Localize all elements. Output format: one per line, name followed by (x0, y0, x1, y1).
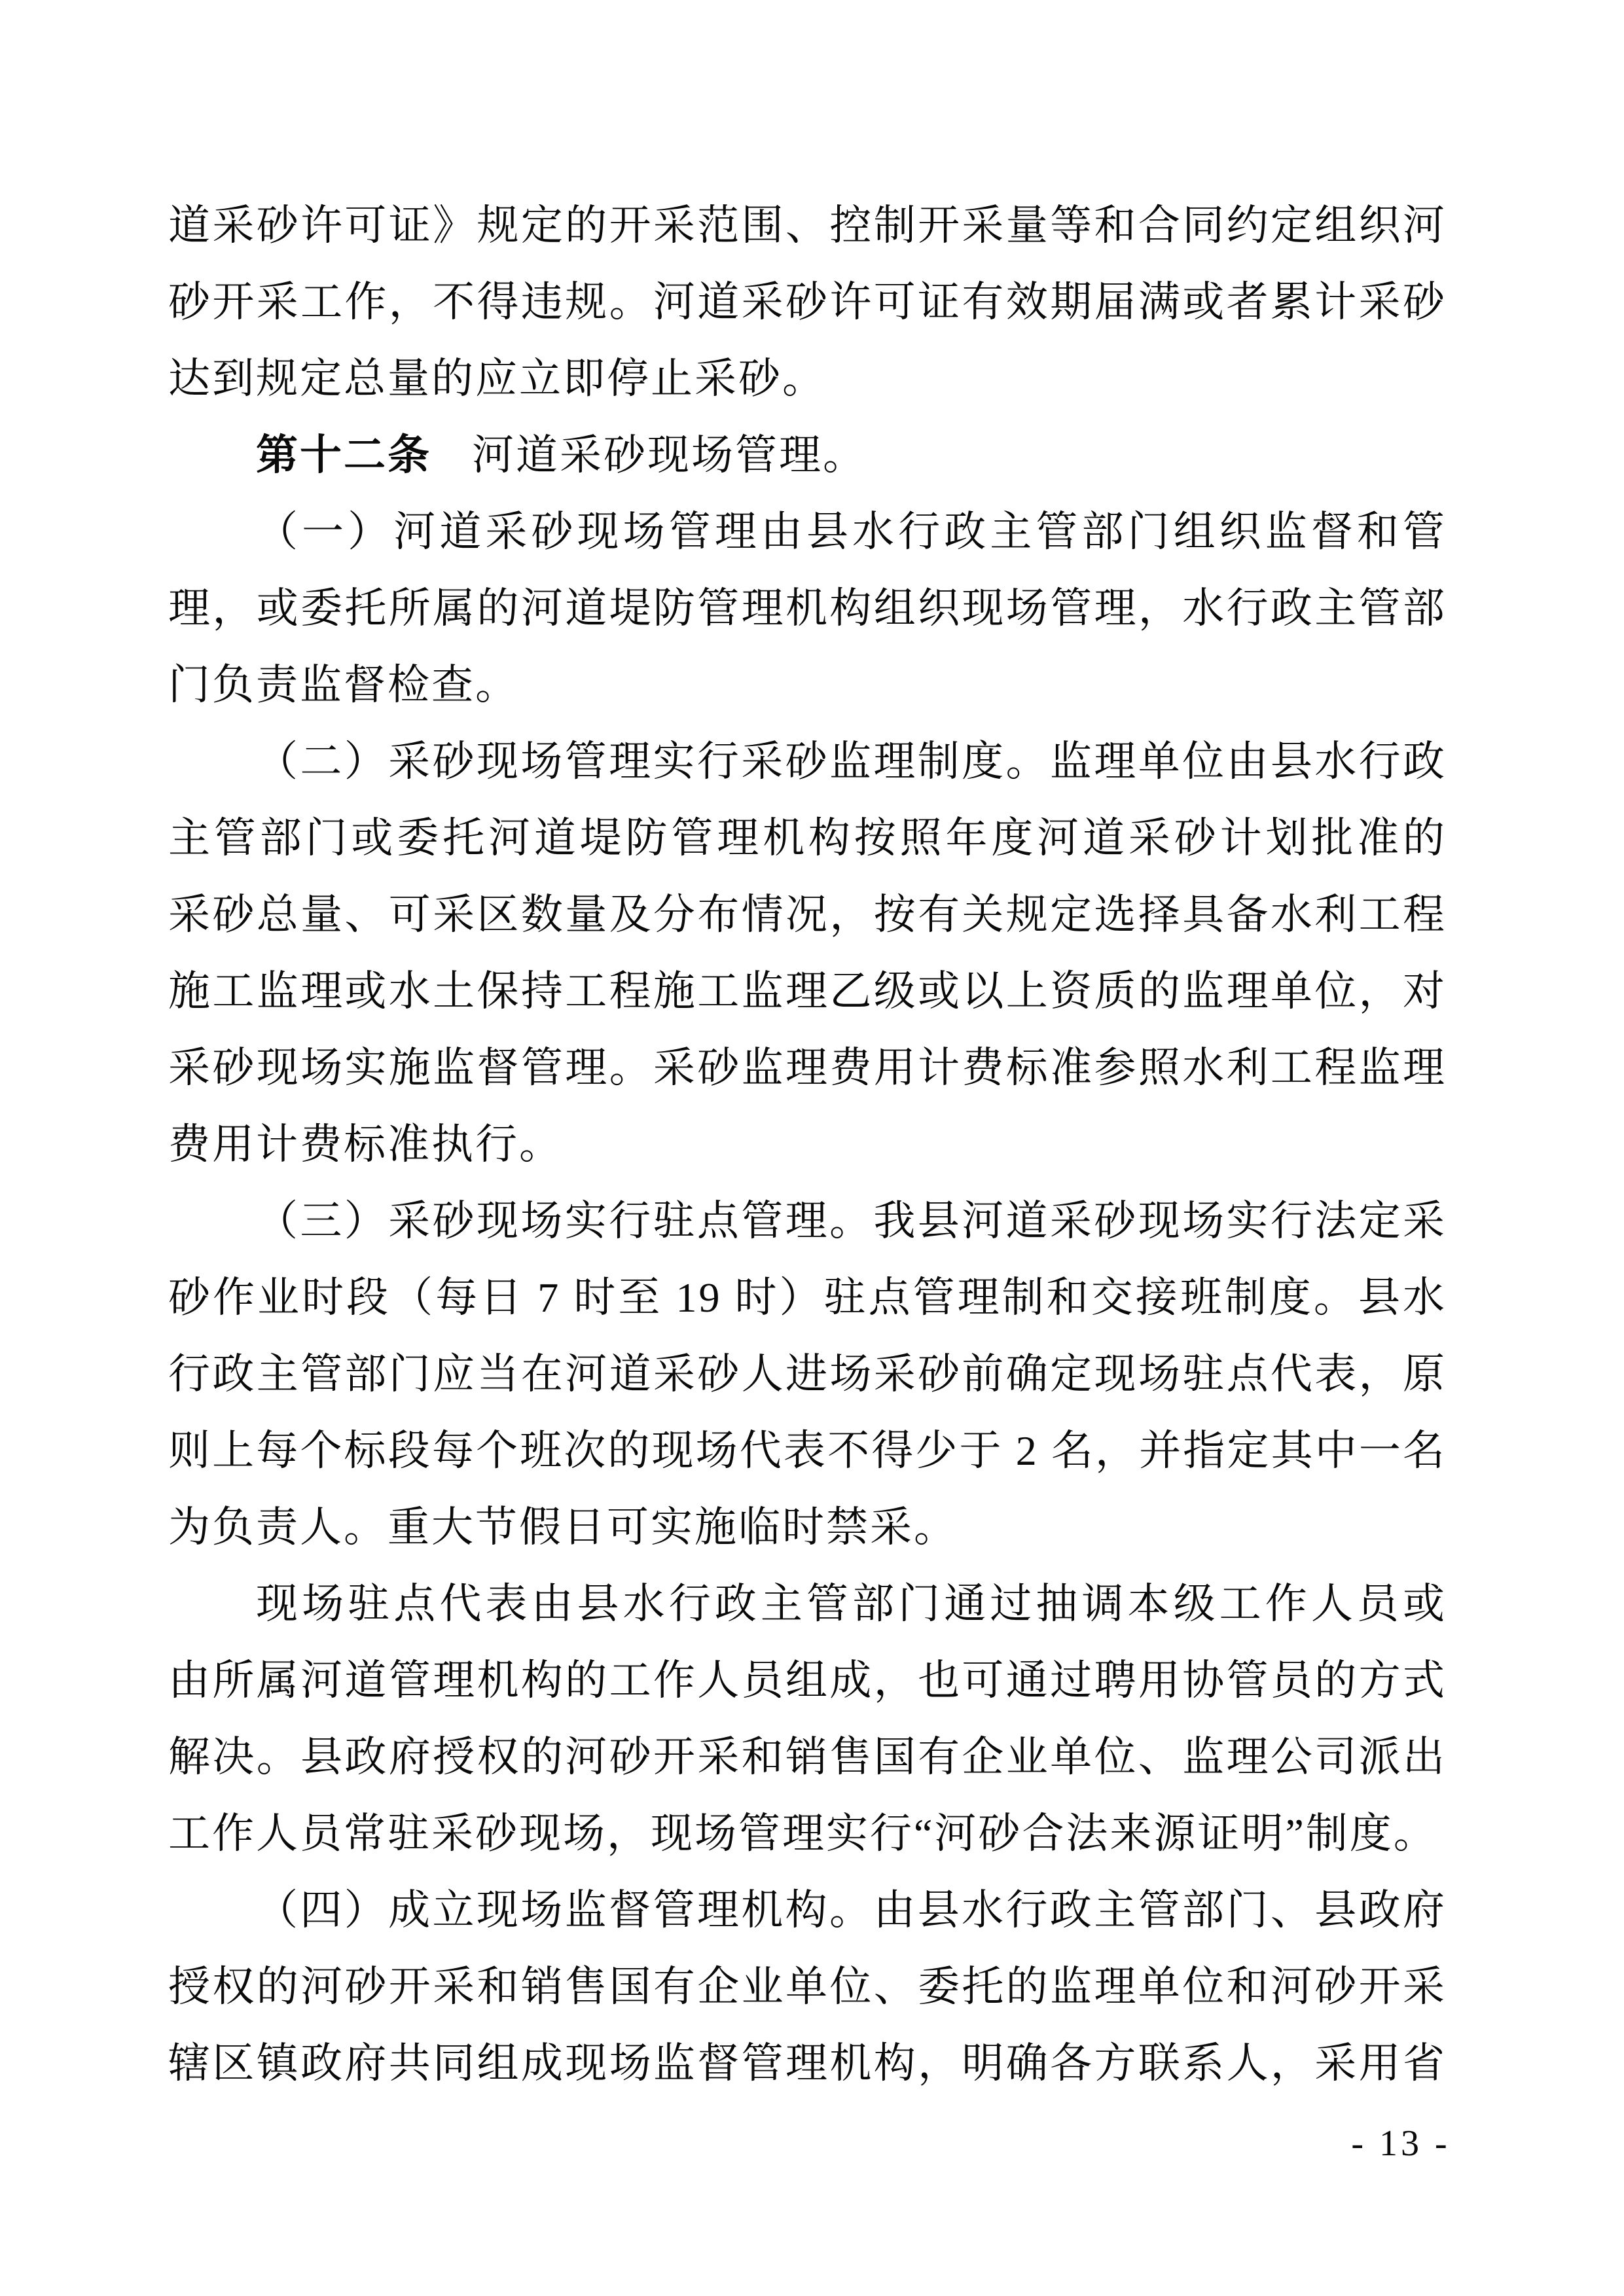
body-text-line: 采砂现场实施监督管理。采砂监理费用计费标准参照水利工程监理 (168, 1045, 1447, 1091)
body-text-line: 施工监理或水土保持工程施工监理乙级或以上资质的监理单位，对 (168, 968, 1447, 1014)
body-text-line: 授权的河砂开采和销售国有企业单位、委托的监理单位和河砂开采 (168, 1964, 1447, 2010)
body-text-line: 行政主管部门应当在河道采砂人进场采砂前确定现场驻点代表，原 (168, 1351, 1447, 1397)
body-text-line: 工作人员常驻采砂现场，现场管理实行“河砂合法来源证明”制度。 (168, 1810, 1437, 1857)
body-text-line: 主管部门或委托河道堤防管理机构按照年度河道采砂计划批准的 (168, 815, 1447, 861)
article-number: 第十二条 (256, 432, 431, 478)
body-text-line: 则上每个标段每个班次的现场代表不得少于 2 名，并指定其中一名 (168, 1427, 1447, 1474)
body-text-line: 由所属河道管理机构的工作人员组成，也可通过聘用协管员的方式 (168, 1657, 1447, 1704)
article-heading-title: 河道采砂现场管理。 (472, 432, 867, 478)
article-12-heading (168, 417, 1447, 493)
body-text-line: 道采砂许可证》规定的开采范围、控制开采量等和合同约定组织河 (168, 202, 1447, 249)
body-text-line: （一）河道采砂现场管理由县水行政主管部门组织监督和管 (256, 509, 1447, 555)
body-text-line: 理，或委托所属的河道堤防管理机构组织现场管理，水行政主管部 (168, 585, 1447, 632)
body-text-line: 达到规定总量的应立即停止采砂。 (168, 355, 826, 402)
body-text-line: 费用计费标准执行。 (168, 1121, 563, 1168)
body-text-line: 辖区镇政府共同组成现场监督管理机构，明确各方联系人，采用省 (168, 2040, 1447, 2087)
page-number: - 13 - (1351, 2123, 1451, 2164)
body-text-line: 解决。县政府授权的河砂开采和销售国有企业单位、监理公司派出 (168, 1734, 1447, 1780)
body-text-line: （三）采砂现场实行驻点管理。我县河道采砂现场实行法定采 (256, 1198, 1447, 1244)
body-text-line: （二）采砂现场管理实行采砂监理制度。监理单位由县水行政 (256, 738, 1447, 785)
body-text-line: 为负责人。重大节假日可实施临时禁采。 (168, 1504, 958, 1551)
body-text-line: （四）成立现场监督管理机构。由县水行政主管部门、县政府 (256, 1887, 1447, 1933)
body-text-line: 门负责监督检查。 (168, 662, 519, 708)
body-text-line: 砂作业时段（每日 7 时至 19 时）驻点管理制和交接班制度。县水 (168, 1274, 1447, 1321)
body-text-line: 采砂总量、可采区数量及分布情况，按有关规定选择具备水利工程 (168, 891, 1447, 938)
document-body (168, 187, 1447, 2102)
body-text-line: 现场驻点代表由县水行政主管部门通过抽调本级工作人员或 (256, 1581, 1447, 1627)
body-text-line: 砂开采工作，不得违规。河道采砂许可证有效期届满或者累计采砂 (168, 279, 1447, 325)
